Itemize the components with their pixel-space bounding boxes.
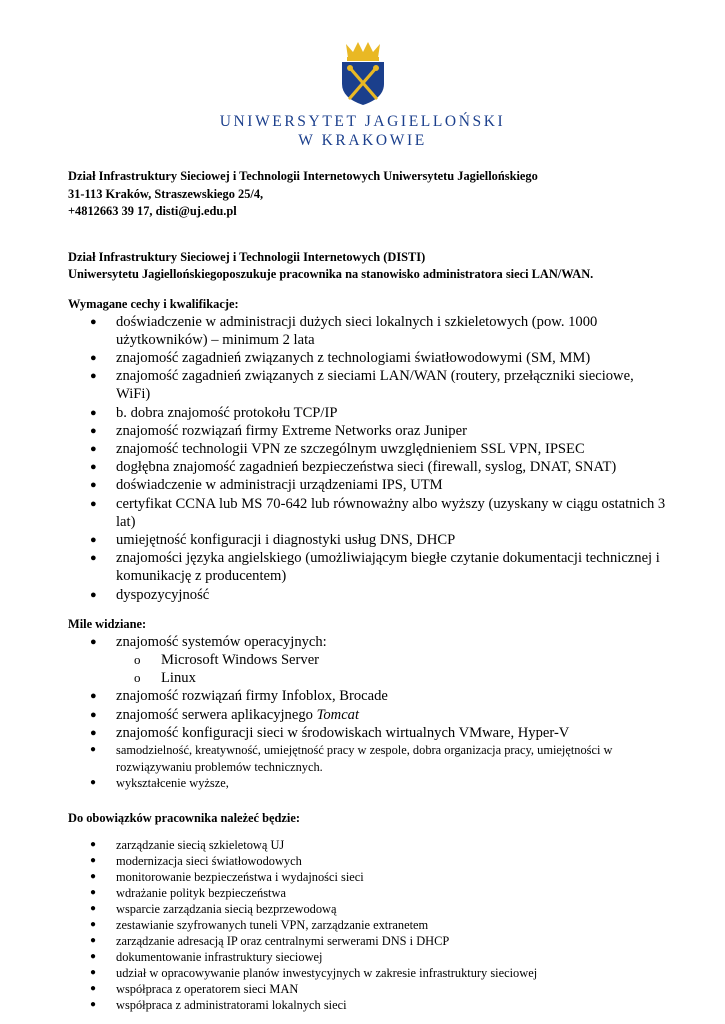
list-item: ● wykształcenie wyższe,	[90, 776, 229, 791]
bullet-icon: ●	[90, 690, 97, 703]
list-item: ● modernizacja sieci światłowodowych	[90, 853, 302, 868]
bullet-icon: ●	[90, 902, 97, 914]
sub-list-item: o Linux	[134, 670, 196, 687]
list-item: ● współpraca z administratorami lokalnych sieci	[90, 997, 347, 1012]
bullet-icon: ●	[90, 854, 97, 866]
duties-title: Do obowiązków pracownika należeć będzie:	[68, 810, 300, 825]
list-item: ● wdrażanie polityk bezpieczeństwa	[90, 885, 286, 900]
announcement-line-1: Dział Infrastruktury Sieciowej i Technologii Internetowych (DISTI)	[68, 249, 426, 264]
nice-to-have-list-continued	[68, 687, 668, 742]
duties-list	[68, 837, 668, 1013]
list-item: ● znajomości języka angielskiego (umożliwiającym biegłe czytanie dokumentacji technicznej i komunikację z producentem)	[90, 550, 660, 585]
bullet-icon: ●	[90, 533, 97, 546]
bullet-icon: ●	[90, 743, 97, 755]
bullet-icon: ●	[90, 886, 97, 898]
list-item: ● samodzielność, kreatywność, umiejętność pracy w zespole, dobra organizacja pracy, umiejętności w rozwiązywaniu problemów technicznych.	[90, 742, 613, 774]
list-item: ● zarządzanie siecią szkieletową UJ	[90, 837, 285, 852]
list-item: ● udział w opracowywanie planów inwestycyjnych w zakresie infrastruktury sieciowej	[90, 965, 538, 980]
bullet-icon: ●	[90, 461, 97, 474]
bullet-icon: ●	[90, 497, 97, 510]
os-sublist	[68, 651, 668, 687]
bullet-icon: ●	[90, 635, 97, 648]
bullet-icon: ●	[90, 424, 97, 437]
announcement-line-2: Uniwersytetu Jagiellońskiegoposzukuje pracownika na stanowisko administratora sieci LAN/WAN.	[68, 267, 594, 281]
bullet-icon: ●	[90, 726, 97, 739]
bullet-icon: ●	[90, 708, 97, 721]
list-item: ● wsparcie zarządzania siecią bezprzewodową	[90, 901, 337, 916]
document-body	[68, 168, 668, 1013]
bullet-icon: ●	[90, 315, 97, 328]
address-line-2: 31-113 Kraków, Straszewskiego 25/4,	[68, 186, 264, 201]
address-line-1: Dział Infrastruktury Sieciowej i Technologii Internetowych Uniwersytetu Jagiellońskiego	[68, 169, 538, 183]
crest-icon	[334, 40, 392, 106]
bullet-icon: ●	[90, 934, 97, 946]
bullet-icon: ●	[90, 442, 97, 455]
list-item: ● znajomość technologii VPN ze szczególnym uwzględnieniem SSL VPN, IPSEC	[90, 440, 585, 457]
nice-to-have-title: Mile widziane:	[68, 616, 147, 631]
bullet-icon: ●	[90, 950, 97, 962]
list-item: ● doświadczenie w administracji dużych sieci lokalnych i szkieletowych (pow. 1000 użytkowników) – minimum 2 lata	[90, 313, 598, 348]
list-item: ● monitorowanie bezpieczeństwa i wydajności sieci	[90, 869, 364, 884]
list-item: ● umiejętność konfiguracji i diagnostyki usług DNS, DHCP	[90, 531, 456, 548]
list-item: ● dogłębna znajomość zagadnień bezpieczeństwa sieci (firewall, syslog, DNAT, SNAT)	[90, 459, 617, 476]
list-item: ● znajomość serwera aplikacyjnego Tomcat	[90, 706, 360, 723]
bullet-icon: ●	[90, 998, 97, 1010]
nice-to-have-list	[68, 633, 668, 651]
list-item: ● zestawianie szyfrowanych tuneli VPN, zarządzanie extranetem	[90, 917, 429, 932]
list-item: ● znajomość zagadnień związanych z technologiami światłowodowymi (SM, MM)	[90, 349, 591, 366]
bullet-icon: ●	[90, 838, 97, 850]
bullet-icon: ●	[90, 870, 97, 882]
list-item: ● znajomość systemów operacyjnych:	[90, 633, 327, 650]
list-item: ● dyspozycyjność	[90, 586, 210, 603]
bullet-icon: ●	[90, 370, 97, 383]
sub-bullet-icon: o	[134, 651, 141, 667]
university-name: UNIWERSYTET JAGIELLOŃSKI	[219, 113, 506, 130]
bullet-icon: ●	[90, 777, 97, 789]
bullet-icon: ●	[90, 351, 97, 364]
university-logo	[0, 40, 725, 150]
list-item: ● dokumentowanie infrastruktury sieciowej	[90, 949, 323, 964]
list-item: ● znajomość zagadnień związanych z sieciami LAN/WAN (routery, przełączniki sieciowe, WiFi)	[90, 368, 634, 403]
list-item: ● znajomość konfiguracji sieci w środowiskach wirtualnych VMware, Hyper-V	[90, 724, 570, 741]
list-item: ● znajomość rozwiązań firmy Extreme Networks oraz Juniper	[90, 422, 467, 439]
list-item: ● współpraca z operatorem sieci MAN	[90, 981, 299, 996]
list-item: ● zarządzanie adresacją IP oraz centralnymi serwerami DNS i DHCP	[90, 933, 450, 948]
list-item: ● b. dobra znajomość protokołu TCP/IP	[90, 404, 338, 421]
requirements-list	[68, 313, 668, 604]
bullet-icon: ●	[90, 406, 97, 419]
university-city: W KRAKOWIE	[298, 132, 427, 149]
bullet-icon: ●	[90, 982, 97, 994]
requirements-title: Wymagane cechy i kwalifikacje:	[68, 296, 239, 311]
bullet-icon: ●	[90, 918, 97, 930]
bullet-icon: ●	[90, 479, 97, 492]
tomcat-name: Tomcat	[316, 706, 360, 723]
bullet-icon: ●	[90, 966, 97, 978]
list-item: ● certyfikat CCNA lub MS 70-642 lub równoważny albo wyższy (uzyskany w ciągu ostatnich 3 lat)	[90, 495, 666, 530]
address-line-3: +4812663 39 17, disti@uj.edu.pl	[68, 204, 237, 218]
bullet-icon: ●	[90, 588, 97, 601]
list-item: ● znajomość rozwiązań firmy Infoblox, Brocade	[90, 688, 388, 705]
sub-bullet-icon: o	[134, 670, 141, 686]
list-item: ● doświadczenie w administracji urządzeniami IPS, UTM	[90, 477, 443, 494]
bullet-icon: ●	[90, 552, 97, 565]
nice-to-have-small-list	[68, 742, 668, 792]
sub-list-item: o Microsoft Windows Server	[134, 651, 320, 668]
